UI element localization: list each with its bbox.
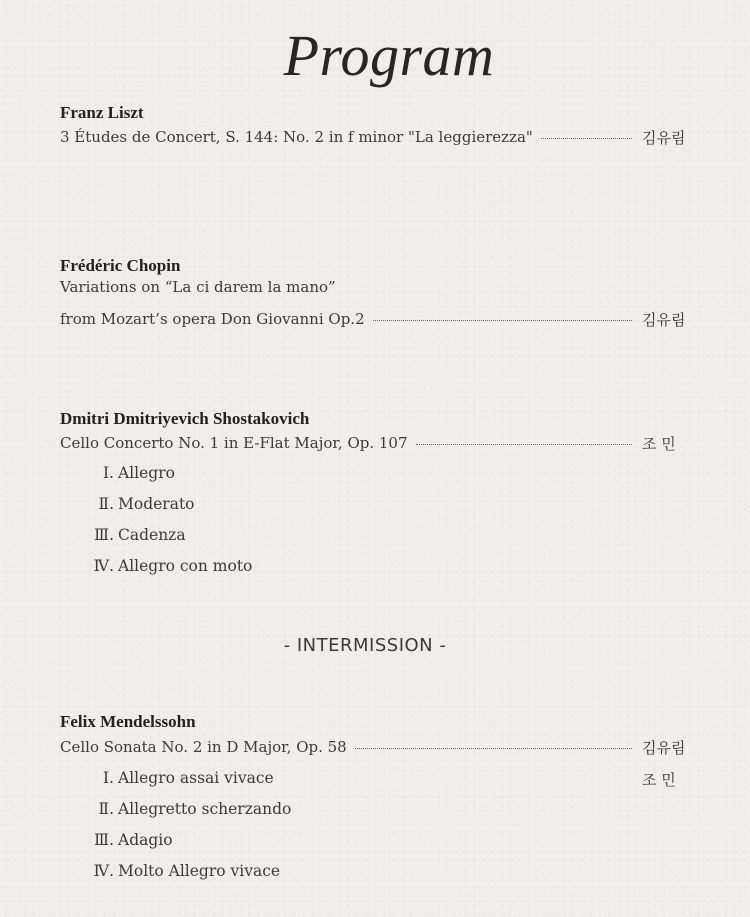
performer-name: 김유림 — [642, 128, 686, 147]
dotted-leader — [373, 320, 632, 321]
program-line — [60, 736, 690, 758]
movement-name: Molto Allegro vivace — [118, 862, 281, 880]
program-line — [60, 126, 690, 148]
movement-item — [90, 526, 186, 544]
movement-item — [90, 862, 280, 880]
dotted-leader — [355, 748, 632, 749]
movement-item — [90, 800, 291, 818]
movement-number: Ⅱ. — [98, 800, 114, 818]
movement-number: Ⅰ. — [102, 769, 114, 787]
movement-name: Allegro — [118, 464, 175, 482]
movement-number: Ⅲ. — [94, 526, 114, 544]
movement-name: Moderato — [118, 495, 195, 513]
piece-title: Cello Sonata No. 2 in D Major, Op. 58 — [60, 738, 347, 756]
movement-number: Ⅲ. — [94, 831, 114, 849]
piece-title: Cello Concerto No. 1 in E-Flat Major, Op. 107 — [60, 434, 408, 452]
page-title: Program — [283, 23, 495, 88]
movement-name: Allegretto scherzando — [118, 800, 292, 818]
movement-number: Ⅰ. — [102, 464, 114, 482]
movement-name: Cadenza — [118, 526, 186, 544]
composer-name: Dmitri Dmitriyevich Shostakovich — [60, 409, 310, 428]
movement-number: Ⅳ. — [93, 862, 114, 880]
piece-title: Variations on “La ci darem la mano” — [60, 278, 336, 296]
movement-item — [90, 557, 252, 575]
movement-name: Adagio — [118, 831, 173, 849]
movement-name: Allegro assai vivace — [118, 769, 274, 787]
piece-title: 3 Études de Concert, S. 144: No. 2 in f minor "La leggierezza" — [60, 128, 533, 146]
composer-name: Frédéric Chopin — [60, 256, 181, 275]
performer-name: 김유림 — [642, 310, 686, 329]
program-line — [60, 432, 690, 454]
movement-item — [90, 464, 175, 482]
movement-number: Ⅱ. — [98, 495, 114, 513]
movement-item — [90, 769, 274, 787]
intermission-label: - INTERMISSION - — [283, 635, 447, 656]
performer-name: 김유림 — [642, 738, 686, 757]
movement-item — [90, 831, 173, 849]
movement-number: Ⅳ. — [93, 557, 114, 575]
performer-name: 조 민 — [642, 434, 676, 453]
piece-subtitle: from Mozart’s opera Don Giovanni Op.2 — [60, 310, 365, 328]
movement-name: Allegro con moto — [118, 557, 253, 575]
movement-item — [90, 495, 195, 513]
composer-name: Franz Liszt — [60, 103, 144, 122]
dotted-leader — [541, 138, 632, 139]
composer-name: Felix Mendelssohn — [60, 712, 196, 731]
performer-name: 조 민 — [642, 771, 676, 789]
program-line — [60, 308, 690, 330]
dotted-leader — [416, 444, 632, 445]
